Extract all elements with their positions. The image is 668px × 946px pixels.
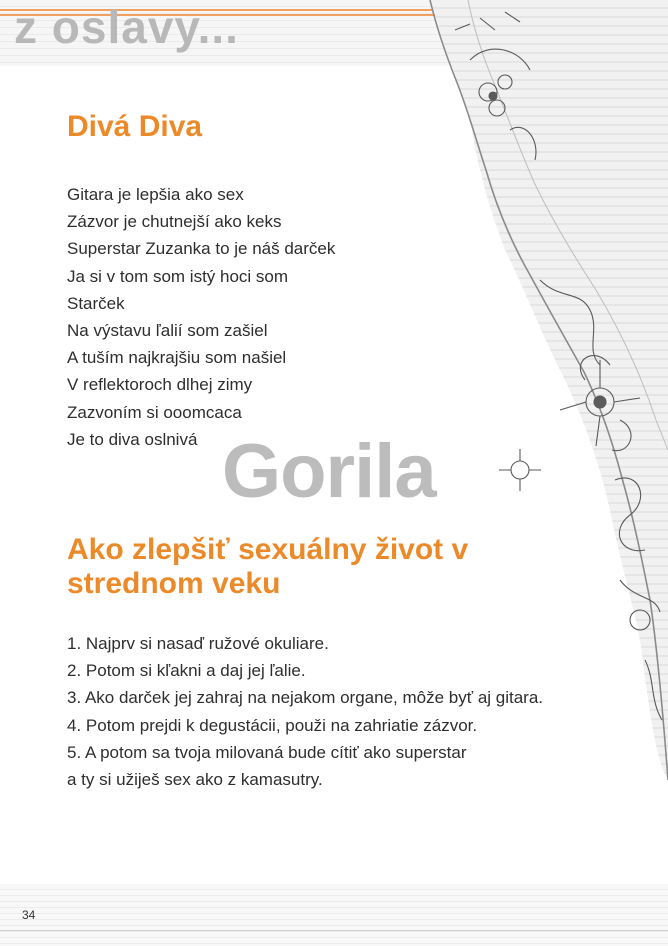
poem-line: Ja si v tom som istý hoci som (67, 266, 289, 286)
footer-band (0, 884, 668, 946)
step-line: 4. Potom prejdi k degustácii, použi na zahriatie zázvor. (67, 715, 478, 735)
article-title: Ako zlepšiť sexuálny život v strednom veku (67, 533, 469, 600)
poem-line: Zázvor je chutnejší ako keks (67, 212, 282, 232)
poem-line: Starček (67, 293, 125, 313)
poem-line: Na výstavu ľalií som zašiel (67, 320, 268, 340)
step-line: 5. A potom sa tvoja milovaná bude cítiť ako superstar (67, 742, 467, 762)
poem-line: Zazvoním si ooomcaca (67, 402, 242, 422)
poem-lines (67, 181, 335, 453)
poem-line: A tuším najkrajšiu som našiel (67, 348, 287, 368)
footer-rule (0, 930, 668, 931)
poem-line: Gitara je lepšia ako sex (67, 185, 244, 204)
poem-line: V reflektoroch dlhej zimy (67, 375, 253, 395)
poem-title: Divá Diva (67, 110, 203, 143)
step-line: a ty si užiješ sex ako z kamasutry. (67, 769, 323, 789)
step-line: 1. Najprv si nasaď ružové okuliare. (67, 634, 329, 653)
step-line: 2. Potom si kľakni a daj jej ľalie. (67, 661, 306, 681)
poem-line: Je to diva oslnivá (67, 429, 198, 449)
poem-line: Superstar Zuzanka to je náš darček (67, 239, 336, 259)
page-number: 34 (22, 908, 36, 922)
article-steps (67, 630, 543, 793)
section-title: z oslavy... (14, 1, 239, 53)
step-line: 3. Ako darček jej zahraj na nejakom organe, môže byť aj gitara. (67, 688, 544, 708)
watermark-logo: Gorila (222, 429, 436, 514)
